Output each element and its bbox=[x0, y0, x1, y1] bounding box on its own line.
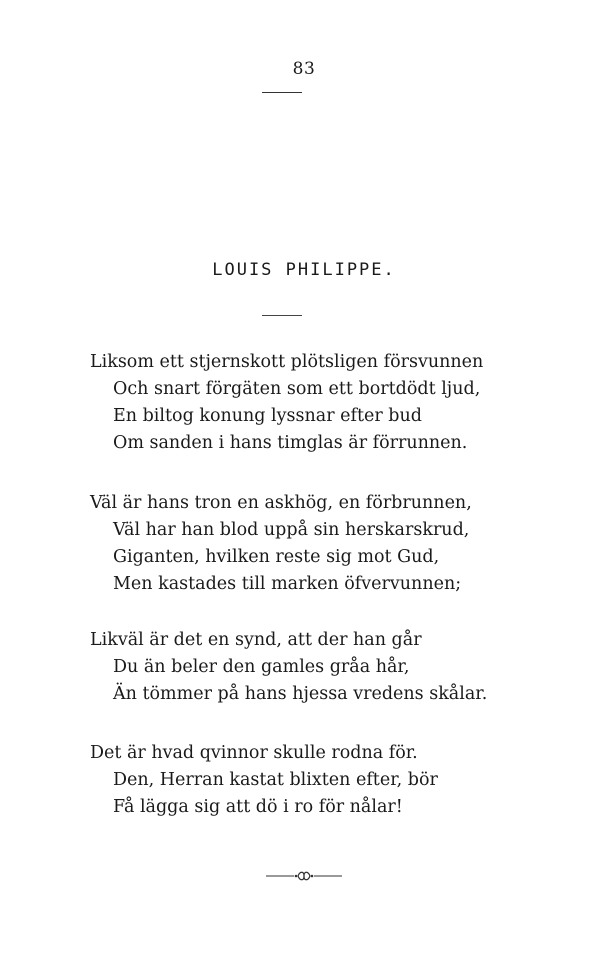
verse-line: Än tömmer på hans hjessa vredens skålar. bbox=[113, 684, 488, 704]
stanza-1 bbox=[90, 349, 570, 457]
stanza-2 bbox=[90, 490, 570, 598]
ornament bbox=[0, 868, 608, 888]
verse-line: Du än beler den gamles gråa hår, bbox=[113, 657, 410, 677]
verse-line: Likväl är det en synd, att der han går bbox=[90, 630, 422, 650]
verse-line: Liksom ett stjernskott plötsligen försvunnen bbox=[90, 352, 484, 372]
page-number-rule bbox=[262, 92, 302, 93]
stanza-3 bbox=[90, 627, 570, 708]
verse-line: Och snart förgäten som ett bortdödt ljud, bbox=[113, 379, 481, 399]
verse-line: Giganten, hvilken reste sig mot Gud, bbox=[113, 547, 440, 567]
verse-line: Väl har han blod uppå sin herskarskrud, bbox=[113, 520, 470, 540]
stanza-4 bbox=[90, 740, 570, 821]
poem-title: LOUIS PHILIPPE. bbox=[212, 260, 396, 280]
verse-line: En biltog konung lyssnar efter bud bbox=[113, 406, 422, 426]
verse-line: Det är hvad qvinnor skulle rodna för. bbox=[90, 743, 418, 763]
verse-line: Men kastades till marken öfvervunnen; bbox=[113, 574, 462, 594]
verse-line: Väl är hans tron en askhög, en förbrunnen, bbox=[90, 493, 472, 513]
page-number: 83 bbox=[292, 59, 316, 79]
verse-line: Om sanden i hans timglas är förrunnen. bbox=[113, 433, 468, 453]
verse-line: Den, Herran kastat blixten efter, bör bbox=[113, 770, 438, 790]
fleuron-ornament-icon bbox=[264, 868, 344, 884]
verse-line: Få lägga sig att dö i ro för nålar! bbox=[113, 797, 403, 817]
title-rule bbox=[262, 315, 302, 316]
